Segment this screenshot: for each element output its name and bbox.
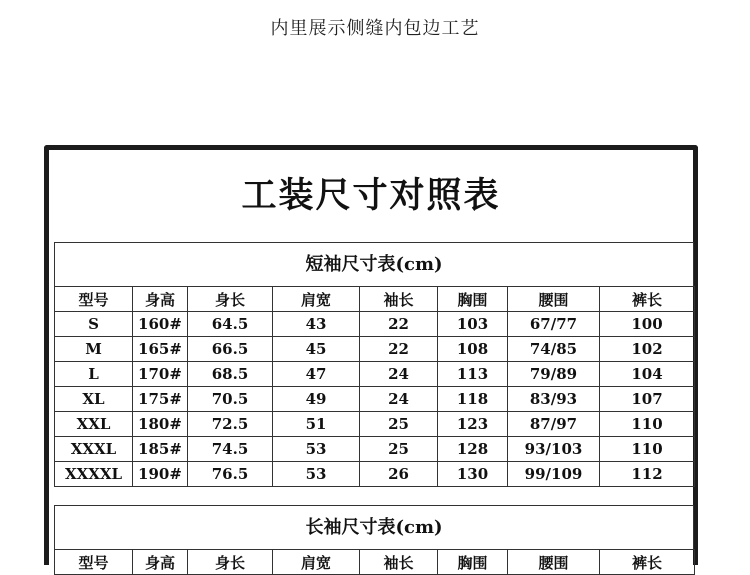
table-cell: M xyxy=(55,337,133,362)
table-cell: 袖长 xyxy=(360,287,438,312)
table-header-row xyxy=(55,287,695,312)
table-cell: 22 xyxy=(360,337,438,362)
table-cell: 24 xyxy=(360,362,438,387)
table-row xyxy=(55,312,695,337)
table-cell: 47 xyxy=(273,362,360,387)
table-cell: 123 xyxy=(438,412,508,437)
table-cell: 67/77 xyxy=(508,312,600,337)
size-chart-frame xyxy=(44,145,698,572)
page-caption: 内里展示侧缝内包边工艺 xyxy=(270,18,480,39)
table-cell: 108 xyxy=(438,337,508,362)
table-cell: 胸围 xyxy=(438,287,508,312)
table-cell: 型号 xyxy=(55,287,133,312)
table-cell: 180# xyxy=(133,412,188,437)
table-cell: 72.5 xyxy=(188,412,273,437)
table-cell: 51 xyxy=(273,412,360,437)
table-cell: 68.5 xyxy=(188,362,273,387)
table-cell: 肩宽 xyxy=(273,550,360,575)
table-cell: 型号 xyxy=(55,550,133,575)
long-sleeve-table xyxy=(54,549,695,575)
table-cell: 25 xyxy=(360,437,438,462)
table-cell: 103 xyxy=(438,312,508,337)
table-cell: XXL xyxy=(55,412,133,437)
table-cell: 102 xyxy=(600,337,695,362)
table-cell: 190# xyxy=(133,462,188,487)
table-cell: 腰围 xyxy=(508,550,600,575)
table-cell: 87/97 xyxy=(508,412,600,437)
table-cell: 185# xyxy=(133,437,188,462)
table-cell: 118 xyxy=(438,387,508,412)
table-cell: 64.5 xyxy=(188,312,273,337)
table-cell: 76.5 xyxy=(188,462,273,487)
table-cell: 175# xyxy=(133,387,188,412)
table-cell: 99/109 xyxy=(508,462,600,487)
table-cell: 112 xyxy=(600,462,695,487)
table-cell: 24 xyxy=(360,387,438,412)
table-header-row xyxy=(55,550,695,575)
table-cell: 128 xyxy=(438,437,508,462)
table-cell: 100 xyxy=(600,312,695,337)
table-cell: 83/93 xyxy=(508,387,600,412)
table-cell: 160# xyxy=(133,312,188,337)
table-cell: 肩宽 xyxy=(273,287,360,312)
table-row xyxy=(55,337,695,362)
table-cell: 110 xyxy=(600,437,695,462)
table-cell: 裤长 xyxy=(600,550,695,575)
table-cell: 74.5 xyxy=(188,437,273,462)
table-cell: 130 xyxy=(438,462,508,487)
table-cell: 113 xyxy=(438,362,508,387)
table-cell: 110 xyxy=(600,412,695,437)
table-cell: 身长 xyxy=(188,287,273,312)
table-cell: 身长 xyxy=(188,550,273,575)
table-cell: XXXXL xyxy=(55,462,133,487)
table-cell: XXXL xyxy=(55,437,133,462)
table-cell: 22 xyxy=(360,312,438,337)
table-cell: 107 xyxy=(600,387,695,412)
table-cell: 26 xyxy=(360,462,438,487)
table-cell: 腰围 xyxy=(508,287,600,312)
table-cell: 79/89 xyxy=(508,362,600,387)
table-cell: L xyxy=(55,362,133,387)
table-cell: 66.5 xyxy=(188,337,273,362)
table-row xyxy=(55,387,695,412)
short-sleeve-table xyxy=(54,286,695,487)
table-cell: 43 xyxy=(273,312,360,337)
table-row xyxy=(55,362,695,387)
table-cell: 165# xyxy=(133,337,188,362)
table-cell: 25 xyxy=(360,412,438,437)
size-chart-title: 工装尺寸对照表 xyxy=(241,175,501,216)
table-cell: 裤长 xyxy=(600,287,695,312)
table-cell: 74/85 xyxy=(508,337,600,362)
table-cell: 53 xyxy=(273,462,360,487)
table-cell: 170# xyxy=(133,362,188,387)
table-cell: 45 xyxy=(273,337,360,362)
long-sleeve-title: 长袖尺寸表(cm) xyxy=(54,505,694,549)
table-row xyxy=(55,412,695,437)
table-cell: 49 xyxy=(273,387,360,412)
table-row xyxy=(55,437,695,462)
table-cell: 身高 xyxy=(133,550,188,575)
table-row xyxy=(55,462,695,487)
table-cell: 93/103 xyxy=(508,437,600,462)
table-cell: S xyxy=(55,312,133,337)
table-cell: 袖长 xyxy=(360,550,438,575)
table-cell: 胸围 xyxy=(438,550,508,575)
table-cell: XL xyxy=(55,387,133,412)
table-cell: 53 xyxy=(273,437,360,462)
short-sleeve-title: 短袖尺寸表(cm) xyxy=(54,242,694,286)
table-cell: 身高 xyxy=(133,287,188,312)
table-cell: 104 xyxy=(600,362,695,387)
table-cell: 70.5 xyxy=(188,387,273,412)
